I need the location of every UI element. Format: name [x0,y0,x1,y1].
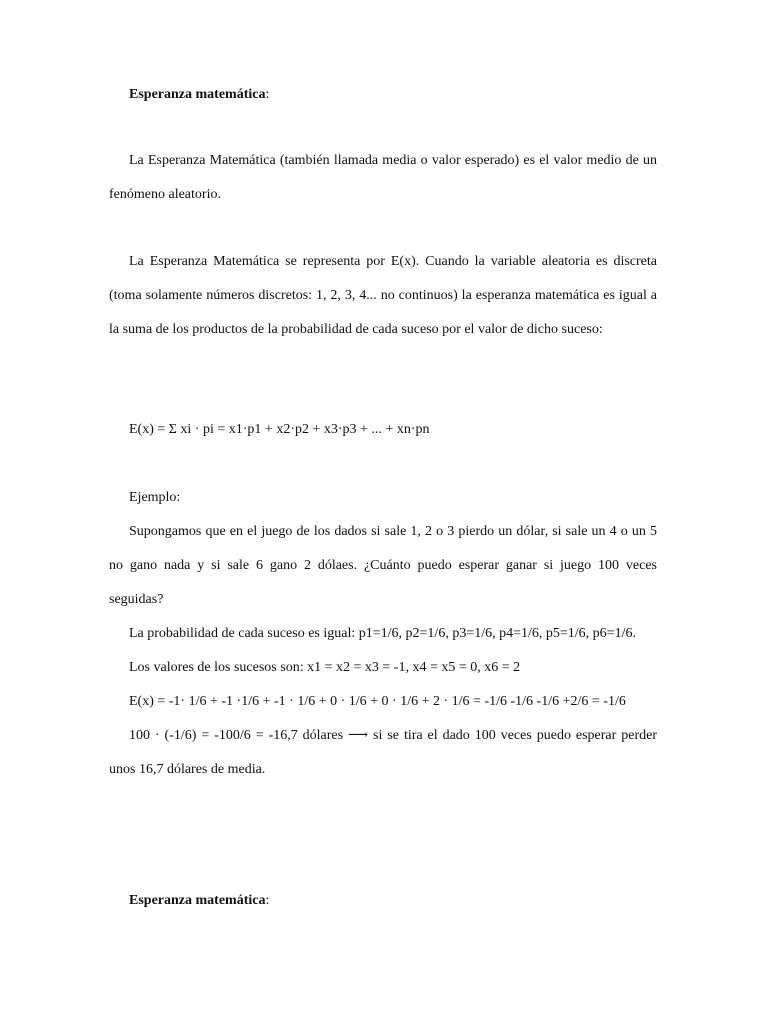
example-label: Ejemplo: [129,490,181,505]
heading-line [109,78,657,112]
representation-paragraph: La Esperanza Matemática se representa por E(x). Cuando la variable aleatoria es discreta (toma solamente números discretos: 1, 2, 3, 4... no continuos) la esperanza matemática es igual a la suma de los productos de la probabilidad de cada suceso por el valor de dicho suceso: [109,254,657,337]
heading-title: Esperanza matemática [129,893,266,908]
formula-block [109,413,657,447]
heading-colon: : [265,87,270,102]
heading-colon: : [265,893,270,908]
section-heading [109,78,657,112]
section-heading-repeat [109,884,657,918]
example-computation: E(x) = -1· 1/6 + -1 ·1/6 + -1 · 1/6 + 0 · 1/6 + 0 · 1/6 + 2 · 1/6 = -1/6 -1/6 -1/6 +2/6 = -1/6 [129,694,626,709]
expected-value-formula: E(x) = Σ xi · pi = x1·p1 + x2·p2 + x3·p3 + ... + xn·pn [129,422,430,437]
example-probabilities: La probabilidad de cada suceso es igual: p1=1/6, p2=1/6, p3=1/6, p4=1/6, p5=1/6, p6=1/6. [129,626,636,641]
intro-block [109,144,657,212]
example-statement: Supongamos que en el juego de los dados si sale 1, 2 o 3 pierdo un dólar, si sale un 4 o un 5 no gano nada y si sale 6 gano 2 dólaes. ¿Cuánto puedo esperar ganar si juego 100 veces seguidas? [109,524,657,607]
heading-title: Esperanza matemática [129,87,266,102]
heading-line [109,884,657,918]
intro-paragraph: La Esperanza Matemática (también llamada media o valor esperado) es el valor medio de un fenómeno aleatorio. [109,153,657,202]
example-block [109,481,657,787]
representation-block [109,245,657,347]
example-values: Los valores de los sucesos son: x1 = x2 = x3 = -1, x4 = x5 = 0, x6 = 2 [129,660,521,675]
example-conclusion: 100 · (-1/6) = -100/6 = -16,7 dólares ⟶ si se tira el dado 100 veces puedo esperar perder unos 16,7 dólares de media. [109,728,657,777]
